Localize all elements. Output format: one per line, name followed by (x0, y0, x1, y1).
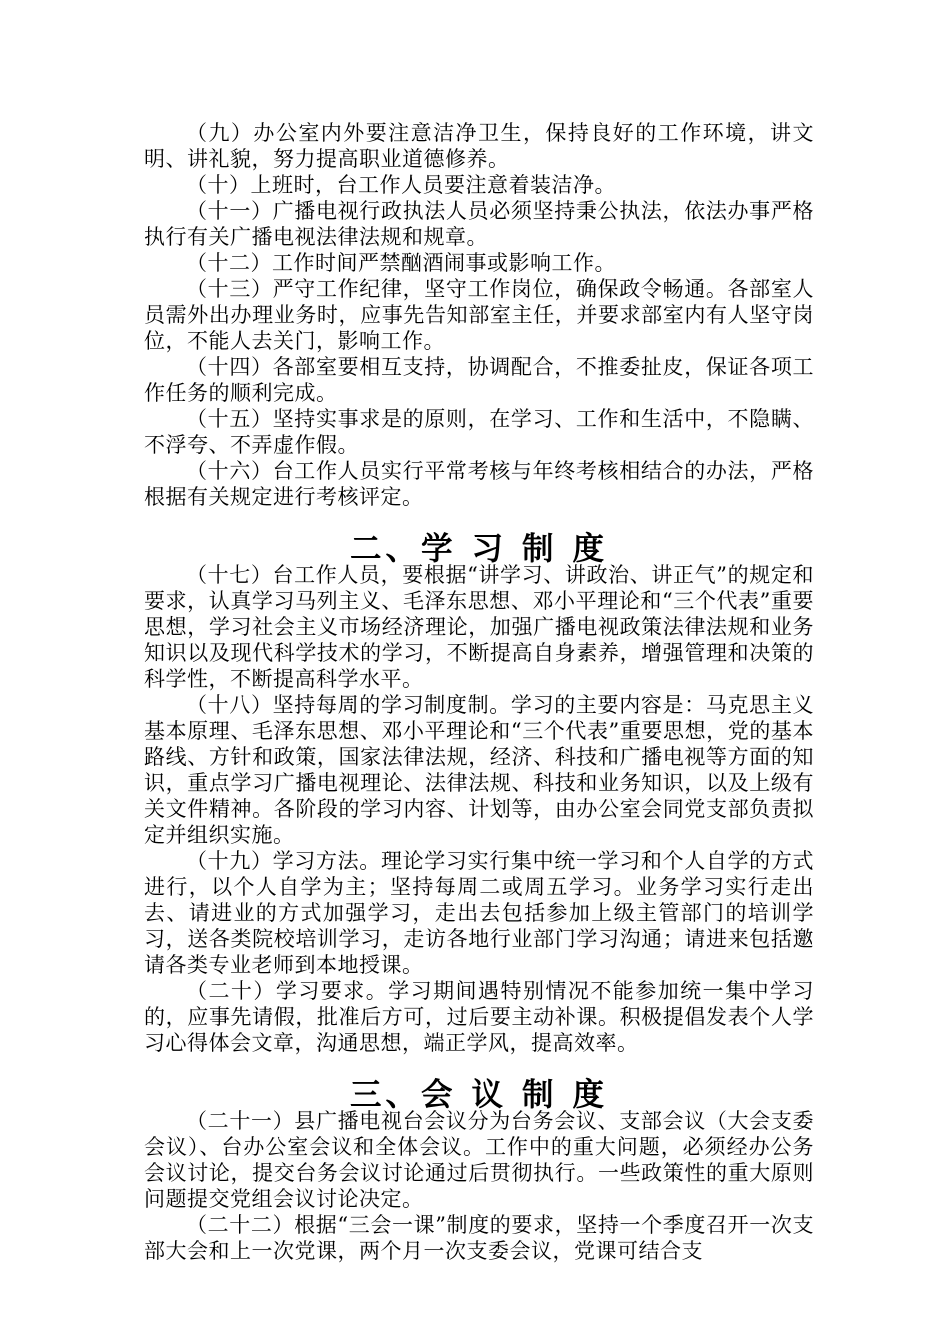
paragraph-15: （十五）坚持实事求是的原则，在学习、工作和生活中，不隐瞒、不浮夸、不弄虚作假。 (144, 407, 814, 457)
section-heading-study: 二、学 习 制 度 (350, 531, 608, 567)
paragraph-10: （十）上班时，台工作人员要注意着装洁净。 (186, 173, 616, 197)
paragraph-21: （二十一）县广播电视台会议分为台务会议、支部会议（大会支委会议）、台办公室会议和全体会议。工作中的重大问题，必须经办公务会议讨论，提交台务会议讨论通过后贯彻执行。一些政策性的重大原则问题提交党组会议讨论决定。 (144, 1109, 814, 1211)
paragraph-22: （二十二）根据“三会一课”制度的要求，坚持一个季度召开一次支部大会和上一次党课，两个月一次支委会议，党课可结合支 (144, 1213, 814, 1263)
paragraph-19: （十九）学习方法。理论学习实行集中统一学习和个人自学的方式进行，以个人自学为主；坚持每周二或周五学习。业务学习实行走出去、请进业的方式加强学习，走出去包括参加上级主管部门的培训学习，送各类院校培训学习，走访各地行业部门学习沟通；请进来包括邀请各类专业老师到本地授课。 (144, 849, 814, 977)
paragraph-12: （十二）工作时间严禁酗酒闹事或影响工作。 (186, 251, 616, 275)
paragraph-9: （九）办公室内外要注意洁净卫生，保持良好的工作环境，讲文明、讲礼貌，努力提高职业道德修养。 (144, 121, 814, 171)
paragraph-11: （十一）广播电视行政执法人员必须坚持秉公执法，依法办事严格执行有关广播电视法律法规和规章。 (144, 199, 814, 249)
paragraph-20: （二十）学习要求。学习期间遇特别情况不能参加统一集中学习的，应事先请假，批准后方可，过后要主动补课。积极提倡发表个人学习心得体会文章，沟通思想，端正学风，提高效率。 (144, 979, 814, 1055)
paragraph-14: （十四）各部室要相互支持，协调配合，不推委扯皮，保证各项工作任务的顺利完成。 (144, 355, 814, 405)
paragraph-13: （十三）严守工作纪律，坚守工作岗位，确保政令畅通。各部室人员需外出办理业务时，应事先告知部室主任，并要求部室内有人坚守岗位，不能人去关门，影响工作。 (144, 277, 814, 353)
section-heading-meeting: 三、会 议 制 度 (350, 1077, 608, 1113)
paragraph-16: （十六）台工作人员实行平常考核与年终考核相结合的办法，严格根据有关规定进行考核评定。 (144, 459, 814, 509)
paragraph-17: （十七）台工作人员，要根据“讲学习、讲政治、讲正气”的规定和要求，认真学习马列主义、毛泽东思想、邓小平理论和“三个代表”重要思想，学习社会主义市场经济理论，加强广播电视政策法律法规和业务知识以及现代科学技术的学习，不断提高自身素养，增强管理和决策的科学性，不断提高科学水平。 (144, 563, 814, 691)
paragraph-18: （十八）坚持每周的学习制度制。学习的主要内容是：马克思主义基本原理、毛泽东思想、邓小平理论和“三个代表”重要思想，党的基本路线、方针和政策，国家法律法规，经济、科技和广播电视等方面的知识，重点学习广播电视理论、法律法规、科技和业务知识，以及上级有关文件精神。各阶段的学习内容、计划等，由办公室会同党支部负责拟定并组织实施。 (144, 693, 814, 847)
document-page (144, 120, 814, 1264)
